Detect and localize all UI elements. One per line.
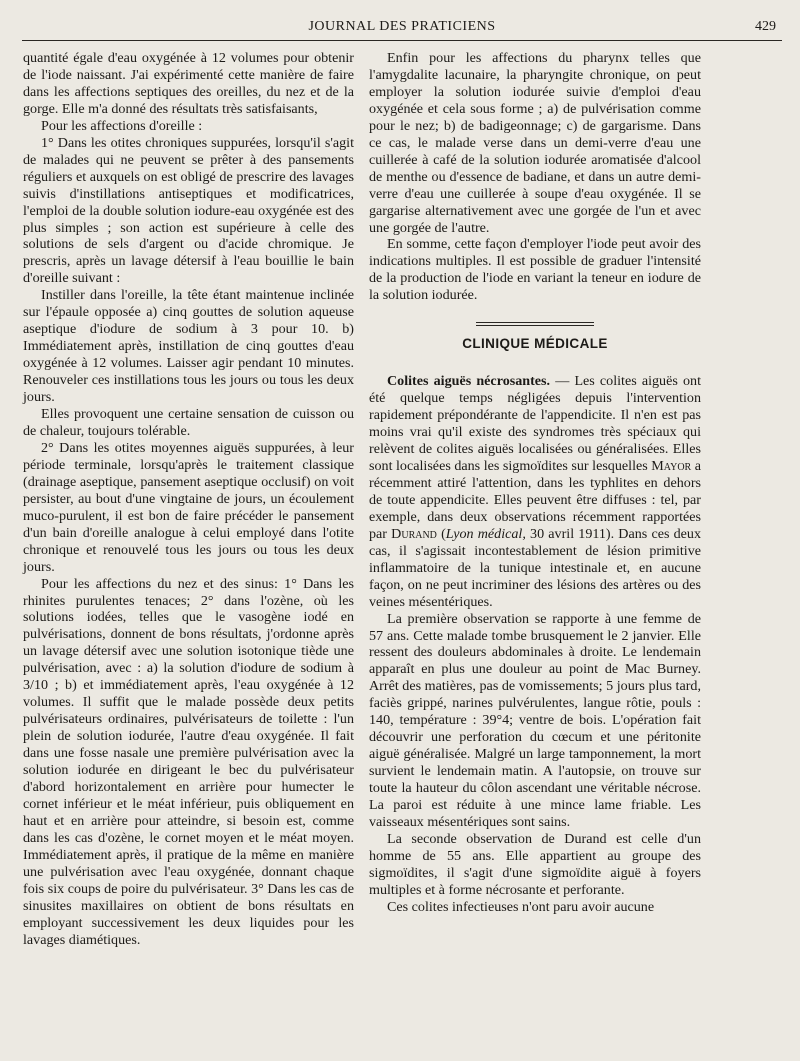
paragraph: Instiller dans l'oreille, la tête étant maintenue inclinée sur l'épaule opposée a) cinq gouttes de solution aqueuse aseptique d'iodure de sodium à 3 pour 10. b) Immédiatement après, instillation de cinq gouttes d'eau oxygénée à 12 volumes. Laisser agir pendant 10 minutes. Renouveler ces instillations tous les jours ou tous les deux jours. — [23, 287, 354, 406]
paragraph: Pour les affections du nez et des sinus: 1° Dans les rhinites purulentes tenaces; 2° dans l'ozène, où les solutions iodées, telles que le vasogène iodé en pulvérisations, donnent de bons résultats, j'ordonne après un lavage détersif avec une solution isotonique tiède une pulvérisation, avec : a) la solution d'iodure de sodium à 3/10 ; b) et immédiatement après, l'eau oxygénée à 12 volumes. Il suffit que le malade possède deux petits pulvérisateurs ordinaires, pulvérisateurs de toilette : l'un plein de solution iodurée, l'autre d'eau oxygénée. Il fait dans une fosse nasale une première pulvérisation avec la solution iodurée en dirigeant le bec du pulvérisateur d'abord horizontalement en arrière pour humecter le cornet inférieur et le méat inférieur, puis obliquement en haut et en arrière pour atteindre, si besoin est, comme dans les cas d'ozène, le cornet moyen et le méat moyen. Immédiatement après, il pratique de la même en manière une pulvérisation avec l'eau oxygénée, donnant chaque fois six coups de poire du pulvérisateur. 3° Dans les cas de sinusites maxillaires on obtient de bons résultats en employant successivement les deux liquides pour les lavages diamétiques. — [23, 575, 354, 948]
paragraph: 2° Dans les otites moyennes aiguës suppurées, à leur période terminale, lorsqu'après le traitement classique (drainage aseptique, pansement aseptique occlusif) on voit persister, au bout d'une vingtaine de jours, un écoulement muco-purulent, il est bon de faire précéder le pansement d'un bain d'oreille analogue à celui employé dans l'otite chronique et renouvelé tous les jours ou tous les deux jours. — [23, 439, 354, 575]
running-header — [22, 14, 782, 41]
page-number: 429 — [755, 19, 776, 34]
paragraph: La première observation se rapporte à une femme de 57 ans. Cette malade tombe brusquement le 2 janvier. Elle ressent des douleurs abdominales à droite. Le lendemain apparaît en plus une douleur au point de Mac Burney. Arrêt des matières, pas de vomissements; 5 jours plus tard, faciès grippé, narines pulvérulentes, langue rôtie, pouls : 140, température : 39°4; ventre de bois. L'opération fait découvrir une perforation du cœcum et une péritonite aiguë généralisée. Malgré un large tamponnement, la mort survient le lendemain matin. A l'autopsie, on trouve sur toute la hauteur du côlon ascendant une véritable nécrose. La paroi est réduite à une mince lame friable. Les vaisseaux mésentériques sont sains. — [369, 610, 701, 830]
paragraph: Ces colites infectieuses n'ont paru avoir aucune — [387, 898, 655, 915]
author-name: Mayor — [651, 457, 692, 474]
journal-citation: Lyon médical, — [445, 525, 526, 542]
journal-title: JOURNAL DES PRATICIENS — [308, 19, 496, 34]
left-column — [23, 50, 354, 949]
article-heading: Colites aiguës nécrosantes. — [387, 373, 551, 390]
paragraph: Colites aiguës nécrosantes. — Les colites aiguës ont été quelque temps négligées depuis l'intervention rapidement prépondérante de l'appendicite. Il n'en est pas moins vrai qu'il existe des syndromes très spéciaux qui relèvent de colites aiguës localisées ou généralisées. Elles sont localisées dans les sigmoïdites sur lesquelles Mayor a récemment attiré l'attention, dans les typhlites en dehors de toute appendicite. Elles peuvent être diffuses : tel, par exemple, dans deux observations récemment rapportées par Durand (Lyon médical, 30 avril 1911). Dans ces deux cas, il s'agissait incontestablement de lésion primitive inflammatoire de la tunique intestinale et, en aucune façon, on ne peut incriminer des lésions des artères ou des veines mésentériques. — [369, 373, 702, 610]
paragraph: quantité égale d'eau oxygénée à 12 volumes pour obtenir de l'iode naissant. J'ai expérimenté cette manière de faire dans les affections septiques des oreilles, du nez et de la gorge. Elle m'a donné des résultats très satisfaisants, — [23, 50, 354, 117]
section-title: CLINIQUE MÉDICALE — [462, 336, 608, 352]
section-divider — [476, 322, 594, 326]
paragraph: Enfin pour les affections du pharynx telles que l'amygdalite lacunaire, la pharyngite chronique, on peut employer la solution iodurée suivie d'emploi d'eau oxygénée et cela sous forme ; a) de pulvérisation comme pour le nez; b) de badigeonnage; c) de gargarisme. Dans ce cas, le malade verse dans un demi-verre d'eau une cuillerée à café de la solution iodurée aromatisée d'alcool de menthe ou d'essence de badiane, et dans un autre demi-verre d'eau une cuillerée à soupe d'eau oxygénée. Il se gargarise alternativement avec une gorgée de l'un et avec une gorgée de l'autre. — [369, 50, 701, 236]
paragraph: Pour les affections d'oreille : — [41, 117, 203, 134]
paragraph: En somme, cette façon d'employer l'iode peut avoir des indications multiples. Il est possible de graduer l'intensité de la production de l'iode en variant la teneur en iodure de la solution iodurée. — [369, 236, 701, 304]
right-column — [369, 50, 701, 916]
paragraph: Elles provoquent une certaine sensation de cuisson ou de chaleur, toujours tolérable. — [23, 406, 354, 439]
paragraph: La seconde observation de Durand est celle d'un homme de 55 ans. Elle appartient au groupe des sigmoïdites, il s'agit d'une sigmoïdite aiguë à foyers multiples et à forme nécrosante et perforante. — [369, 830, 701, 898]
author-name: Durand — [391, 525, 437, 542]
paragraph: 1° Dans les otites chroniques suppurées, lorsqu'il s'agit de malades qui ne peuvent se prêter à des pansements réguliers et auxquels on est obligé de prescrire des lavages suivis d'instillations antiseptiques et modificatrices, l'emploi de la double solution iodure-eau oxygénée est des plus simples ; son action est supérieure à celle des solutions de sels d'argent ou d'acide chromique. Je prescris, après un lavage détersif à l'eau bouillie le bain d'oreille suivant : — [23, 134, 354, 287]
